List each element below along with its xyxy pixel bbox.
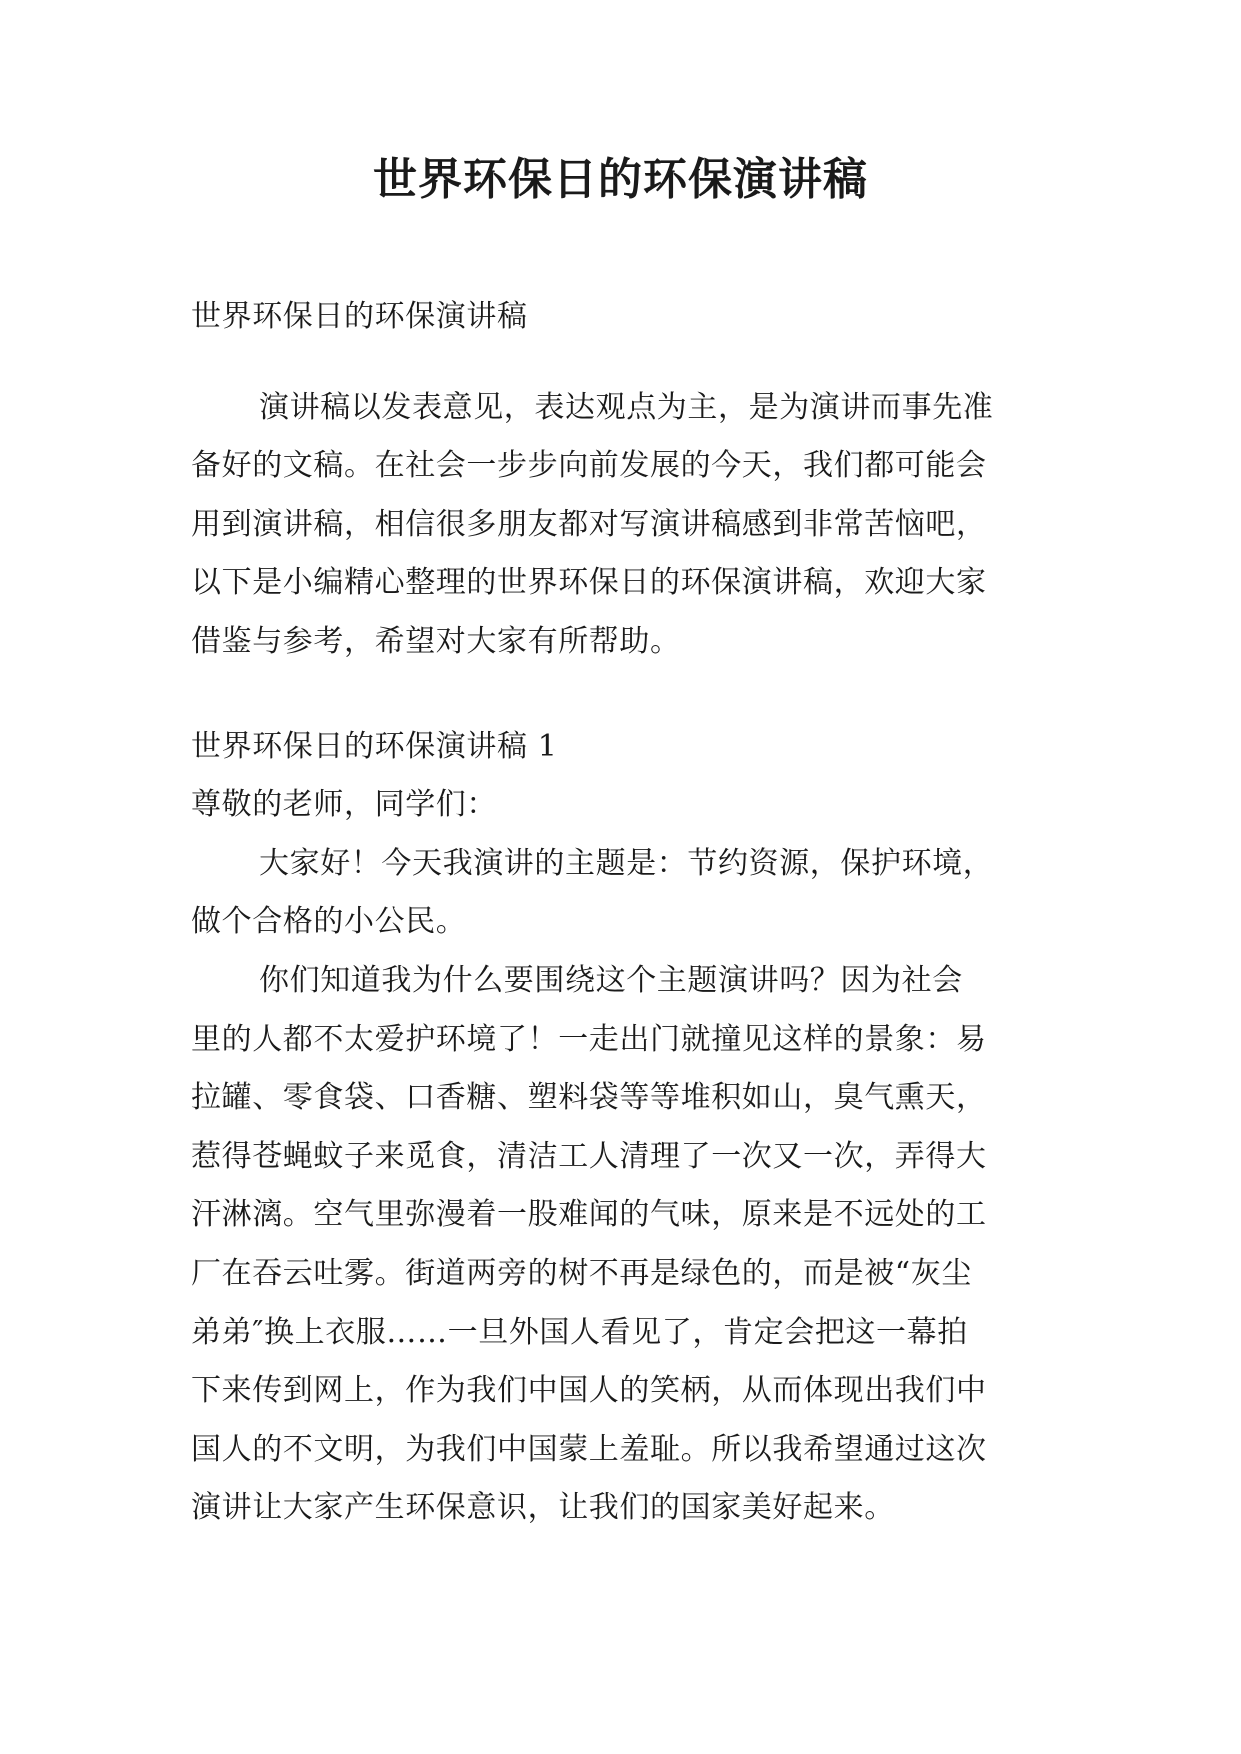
speech-line: 拉罐、零食袋、口香糖、塑料袋等等堆积如山，臭气熏天， [191,1080,987,1116]
speech-paragraph-1 [191,835,1071,952]
speech-line: 演讲让大家产生环保意识，让我们的国家美好起来。 [191,1490,895,1526]
speech-line: 大家好！今天我演讲的主题是：节约资源，保护环境， [259,845,994,881]
intro-line: 演讲稿以发表意见，表达观点为主，是为演讲而事先准 [259,389,994,425]
section-title: 世界环保日的环保演讲稿 1 [191,728,558,764]
paragraph-spacer [191,347,1071,379]
salutation: 尊敬的老师，同学们： [191,787,497,823]
speech-line: 汗淋漓。空气里弥漫着一股难闻的气味，原来是不远处的工 [191,1197,987,1233]
speech-line: 国人的不文明，为我们中国蒙上羞耻。所以我希望通过这次 [191,1431,987,1467]
speech-paragraph-2 [191,952,1071,1538]
document-title: 世界环保日的环保演讲稿 [373,154,868,205]
speech-line: 里的人都不太爱护环境了！一走出门就撞见这样的景象：易 [191,1021,987,1057]
intro-line: 用到演讲稿，相信很多朋友都对写演讲稿感到非常苦恼吧， [191,506,987,542]
speech-line: 你们知道我为什么要围绕这个主题演讲吗？因为社会 [259,962,963,998]
paragraph-spacer [191,672,1071,718]
intro-paragraph [191,379,1071,672]
document-subtitle: 世界环保日的环保演讲稿 [191,299,528,334]
speech-line: 做个合格的小公民。 [191,904,467,940]
intro-line: 借鉴与参考，希望对大家有所帮助。 [191,623,681,659]
speech-line: 厂在吞云吐雾。街道两旁的树不再是绿色的，而是被“灰尘 [191,1255,972,1291]
document-body [191,288,1071,1538]
intro-line: 以下是小编精心整理的世界环保日的环保演讲稿，欢迎大家 [191,565,987,601]
speech-line: 惹得苍蝇蚊子来觅食，清洁工人清理了一次又一次，弄得大 [191,1138,987,1174]
speech-line: 弟弟″换上衣服……一旦外国人看见了，肯定会把这一幕拍 [191,1314,968,1350]
speech-line: 下来传到网上，作为我们中国人的笑柄，从而体现出我们中 [191,1373,987,1409]
intro-line: 备好的文稿。在社会一步步向前发展的今天，我们都可能会 [191,448,987,484]
